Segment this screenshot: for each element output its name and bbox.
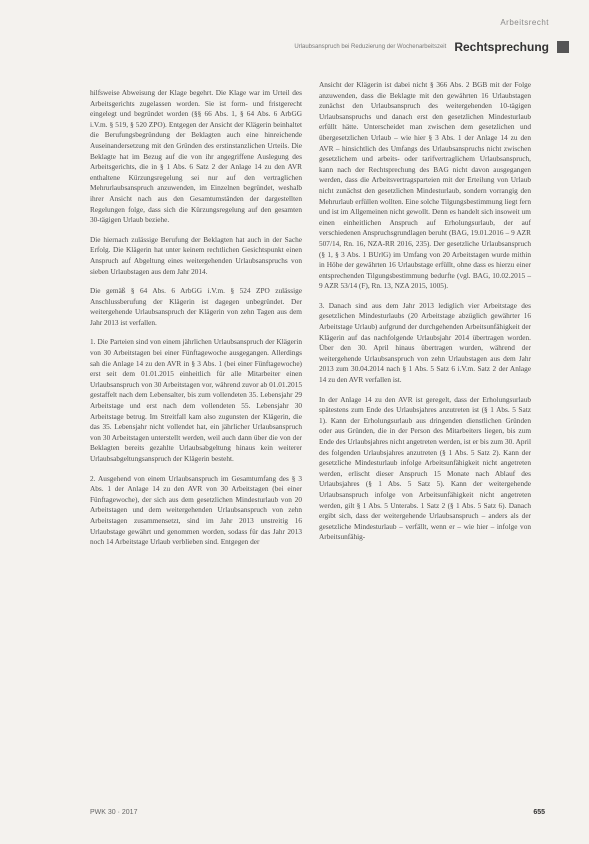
header-marker-icon: [557, 41, 569, 53]
header-subtitle: Urlaubsanspruch bei Reduzierung der Wochenarbeitszeit: [294, 44, 447, 50]
paragraph: In der Anlage 14 zu den AVR ist geregelt, dass der Erholungsurlaub spätestens zum Ende des Urlaubsjahres anzutreten ist (§ 1 Abs. 5 Satz 1). Kann der Erholungsurlaub aus dringenden dienstlichen Gründen oder aus Gründen, die in der Person des Mitarbeiters liegen, bis zum Ende des Urlaubsjahres nicht angetreten werden, ist er bis zum 30. April des folgenden Urlaubsjahres anzutreten (§ 1 Abs. 5 Satz 2). Kann der gesetzliche Mindesturlaub infolge Arbeitsunfähigkeit nicht angetreten werden, erlischt dieser Anspruch 15 Monate nach Ablauf des Urlaubsjahres (§ 1 Abs. 5 Satz 5). Kann der weitergehende Urlaubsanspruch infolge von Arbeitsunfähigkeit nicht angetreten werden, gilt § 1 Abs. 5 Unterabs. 1 Satz 2 (§ 1 Abs. 5 Satz 6). Danach ergibt sich, dass der weitergehende Urlaubsanspruch – anders als der gesetzliche Mindesturlaub – verfällt, wenn er – wie hier – infolge von Arbeitsunfähig-: [319, 394, 531, 542]
page-number: 655: [533, 809, 545, 816]
paragraph: Ansicht der Klägerin ist dabei nicht § 366 Abs. 2 BGB mit der Folge anzuwenden, dass die Beklagte mit den gewährten 16 Urlaubstagen zunächst den Urlaubsanspruch des weitergehenden 10-tägigen Urlaubsanspruchs und danach erst den gesetzlichen Mindesturlaub erfüllt hätte. Unterscheidet man zwischen dem gesetzlichen und übergesetzlichen Urlaub – wie hier § 3 Abs. 1 der Anlage 14 zu den AVR – hinsichtlich des Umfangs des Urlaubsanspruchs nicht zwischen gesetzlichem und arbeits- oder tarifvertraglichem Urlaubsanspruch, kann nach der Rechtsprechung des BAG nicht davon ausgegangen werden, dass die Arbeitsvertragsparteien mit der Erteilung von Urlaub nicht zunächst den gesetzlichen Mindesturlaub, sondern vorrangig den Mehrurlaub erfüllen wollten. Eine solche Tilgungsbestimmung liegt fern und ist im Allgemeinen nicht gewollt. Denn es handelt sich insoweit um einen einheitlichen Anspruch auf Erholungsurlaub, der auf verschiedenen Anspruchsgrundlagen beruht (BAG, 19.01.2016 – 9 AZR 507/14, Rn. 16, NZA-RR 2016, 235). Der gesetzliche Urlaubsanspruch (§ 1, § 3 Abs. 1 BUrlG) im Umfang von 20 Arbeitstagen wurde mithin in Höhe der gewährten 16 Urlaubstage erfüllt, ohne dass es hierzu einer entsprechenden Tilgungsbestimmung bedurfte (vgl. BAG, 10.02.2015 – 9 AZR 53/14 (F), Rn. 13, NZA 2015, 1005).: [319, 80, 531, 291]
header-bar: [88, 36, 569, 58]
paragraph: Die gemäß § 64 Abs. 6 ArbGG i.V.m. § 524 ZPO zulässige Anschlussberufung der Klägerin ist dagegen unbegründet. Der weitergehende Urlaubsanspruch der Klägerin von zehn Tagen aus dem Jahr 2013 ist verfallen.: [90, 286, 302, 327]
paragraph: hilfsweise Abweisung der Klage begehrt. Die Klage war im Urteil des Arbeitsgerichts zugelassen worden. Sie ist form- und fristgerecht eingelegt und begründet worden (§§ 66 Abs. 1, § 64 Abs. 6 ArbGG i.V.m. § 519, § 520 ZPO). Entgegen der Ansicht der Klägerin beinhaltet die Berufungsbegründung der Beklagten auch eine hinreichende Auseinandersetzung mit den Gründen des erstinstanzlichen Urteils. Die Beklagte hat im Bezug auf die von ihr angegriffene Auslegung des Arbeitsgerichts, die in § 1 Abs. 6 Satz 2 der Anlage 14 zu den AVR enthaltene Kürzungsregelung sei nur auf den vertraglichen Mehrurlaubsanspruch anzuwenden, im Einzelnen begründet, weshalb ihrer Ansicht nach aus den Gesamtumständen der dargestellten Regelungen folge, dass sich die Kürzungsregelung auf den gesamten 30-tägigen Urlaub beziehe.: [90, 88, 302, 225]
paragraph: Die hiernach zulässige Berufung der Beklagten hat auch in der Sache Erfolg. Die Klägerin hat unter keinem rechtlichen Gesichtspunkt einen Anspruch auf Abgeltung eines weitergehenden Urlaubsanspruchs von sieben Urlaubstagen aus dem Jahr 2014.: [90, 234, 302, 276]
section-label: Arbeitsrecht: [500, 18, 549, 27]
paragraph: 1. Die Parteien sind von einem jährlichen Urlaubsanspruch der Klägerin von 30 Arbeitstagen bei einer Fünftagewoche ausgegangen. Allerdings sah die Anlage 14 zu den AVR in § 3 Abs. 1 (bei einer Fünftagewoche) erst seit dem 01.01.2015 einheitlich für alle Mitarbeiter einen Urlaubsanspruch von 30 Arbeitstagen vor, während zuvor ab 01.01.2015 gestaffelt nach dem Lebensalter, bis zum vollendeten 35. Lebensjahr 29 Arbeitstage und erst nach dem vollendeten 55. Lebensjahr 30 Arbeitstage betrug. Im Streitfall kam also zugunsten der Klägerin, die das 35. Lebensjahr nicht vollendet hat, ein jährlicher Urlaubsanspruch von 30 Arbeitstagen unterstellt werden, weil auch dann über die von der Beklagten bereits gezahlte Urlaubsabgeltung hinaus kein weiterer Urlaubsabgeltungsanspruch der Klägerin besteht.: [90, 337, 302, 463]
paragraph: 3. Danach sind aus dem Jahr 2013 lediglich vier Arbeitstage des gesetzlichen Mindesturlaubs (20 Arbeitstage abzüglich gewährter 16 Arbeitstage Urlaub) aufgrund der durchgehenden Arbeitsunfähigkeit der Klägerin auf das nachfolgende Urlaubsjahr 2014 übertragen worden. Über den 30. April hinaus übertragen wurden, während der weitergehende Urlaubsanspruch von zehn Urlaubstagen aus dem Jahr 2013 zum 30.04.2014 nach § 1 Abs. 5 Satz 6 i.V.m. Satz 2 der Anlage 14 zu den AVR verfallen ist.: [319, 300, 531, 385]
header-title: Rechtsprechung: [454, 40, 549, 54]
paragraph: 2. Ausgehend von einem Urlaubsanspruch im Gesamtumfang des § 3 Abs. 1 der Anlage 14 zu den AVR von 30 Arbeitstagen (bei einer Fünftagewoche), der sich aus dem gesetzlichen Mindesturlaub von 20 Arbeitstagen und dem weitergehenden Urlaubsanspruch von zehn Arbeitstagen zusammensetzt, sind im Jahr 2013 unstreitig 16 Urlaubstage gewährt und genommen worden, sodass für das Jahr 2013 noch 14 Arbeitstage Urlaub verblieben sind. Entgegen der: [90, 473, 302, 547]
right-column: [319, 80, 531, 552]
left-column: [90, 88, 302, 557]
footer-journal: PWK 30 · 2017: [90, 809, 138, 816]
